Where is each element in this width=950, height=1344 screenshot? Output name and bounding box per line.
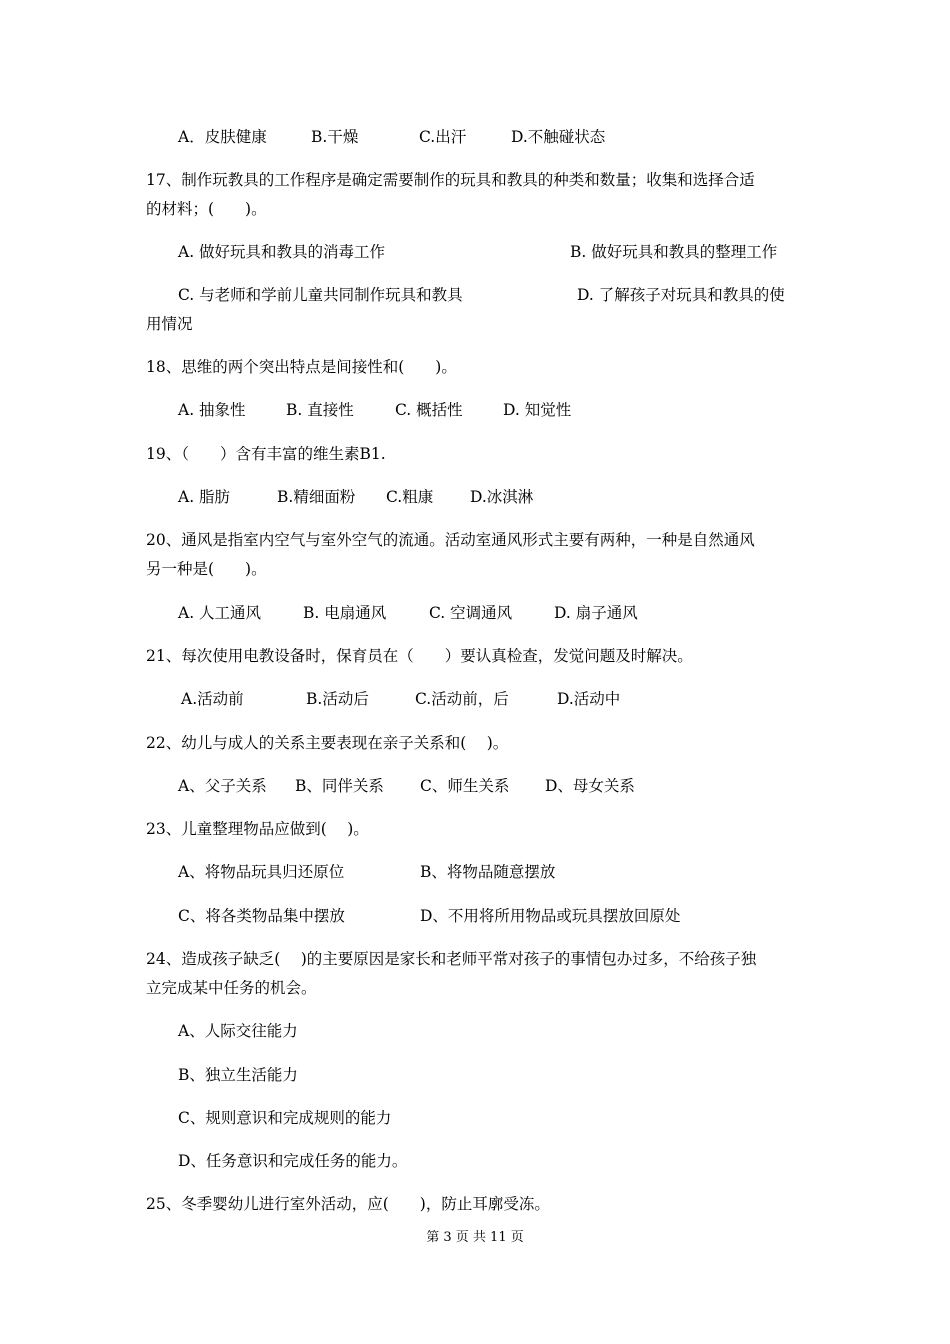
q20-option-a: A. 人工通风 [178, 604, 262, 622]
q18-option-b: B. 直接性 [286, 401, 354, 419]
q19-option-c: C.粗康 [386, 488, 434, 506]
q22-option-c: C、师生关系 [420, 777, 510, 795]
q17-option-c: C. 与老师和学前儿童共同制作玩具和教具 [178, 286, 463, 304]
q21-option-a: A.活动前 [181, 690, 244, 708]
q23-option-b: B、将物品随意摆放 [420, 863, 556, 881]
q17-option-a: A. 做好玩具和教具的消毒工作 [178, 243, 386, 261]
q24-option-d: D、任务意识和完成任务的能力。 [178, 1152, 408, 1170]
q22-option-b: B、同伴关系 [295, 777, 384, 795]
q24-option-a: A、人际交往能力 [178, 1022, 298, 1040]
q18-option-a: A. 抽象性 [178, 401, 246, 419]
q23-stem: 23、儿童整理物品应做到( )。 [146, 820, 369, 838]
q18-option-c: C. 概括性 [395, 401, 463, 419]
q23-option-d: D、不用将所用物品或玩具摆放回原处 [420, 907, 681, 925]
q22-option-a: A、父子关系 [178, 777, 267, 795]
q18-stem: 18、思维的两个突出特点是间接性和( )。 [146, 358, 457, 376]
q18-option-d: D. 知觉性 [503, 401, 572, 419]
q19-stem: 19、（ ）含有丰富的维生素B1. [146, 445, 386, 463]
q20-option-b: B. 电扇通风 [303, 604, 387, 622]
q19-option-b: B.精细面粉 [277, 488, 356, 506]
q19-option-a: A. 脂肪 [178, 488, 231, 506]
q16-option-d: D.不触碰状态 [511, 128, 606, 146]
q25-stem: 25、冬季婴幼儿进行室外活动，应( )，防止耳廓受冻。 [146, 1195, 550, 1213]
q20-option-c: C. 空调通风 [429, 604, 513, 622]
q24-stem-line1: 24、造成孩子缺乏( )的主要原因是家长和老师平常对孩子的事情包办过多，不给孩子独 [146, 950, 757, 968]
q16-option-c: C.出汗 [419, 128, 467, 146]
q20-option-d: D. 扇子通风 [554, 604, 638, 622]
q19-option-d: D.冰淇淋 [470, 488, 534, 506]
q16-option-b: B.干燥 [311, 128, 359, 146]
q24-option-c: C、规则意识和完成规则的能力 [178, 1109, 392, 1127]
q21-option-c: C.活动前，后 [415, 690, 509, 708]
q22-option-d: D、母女关系 [545, 777, 635, 795]
q23-option-a: A、将物品玩具归还原位 [178, 863, 345, 881]
q21-option-b: B.活动后 [306, 690, 369, 708]
q17-stem-line2: 的材料；( )。 [146, 200, 267, 218]
q16-option-a: A．皮肤健康 [178, 128, 267, 146]
page-number-footer: 第 3 页 共 11 页 [426, 1230, 524, 1245]
q22-stem: 22、幼儿与成人的关系主要表现在亲子关系和( )。 [146, 734, 509, 752]
q17-option-b: B. 做好玩具和教具的整理工作 [570, 243, 778, 261]
q24-option-b: B、独立生活能力 [178, 1066, 298, 1084]
q21-stem: 21、每次使用电教设备时，保育员在（ ）要认真检查，发觉问题及时解决。 [146, 647, 693, 665]
q23-option-c: C、将各类物品集中摆放 [178, 907, 345, 925]
q20-stem-line2: 另一种是( )。 [146, 560, 267, 578]
q20-stem-line1: 20、通风是指室内空气与室外空气的流通。活动室通风形式主要有两种，一种是自然通风 [146, 531, 755, 549]
q17-option-d-cont: 用情况 [146, 315, 193, 333]
q21-option-d: D.活动中 [557, 690, 621, 708]
q17-option-d: D. 了解孩子对玩具和教具的使 [577, 286, 785, 304]
q17-stem-line1: 17、制作玩教具的工作程序是确定需要制作的玩具和教具的种类和数量；收集和选择合适 [146, 171, 755, 189]
q24-stem-line2: 立完成某中任务的机会。 [146, 979, 317, 997]
